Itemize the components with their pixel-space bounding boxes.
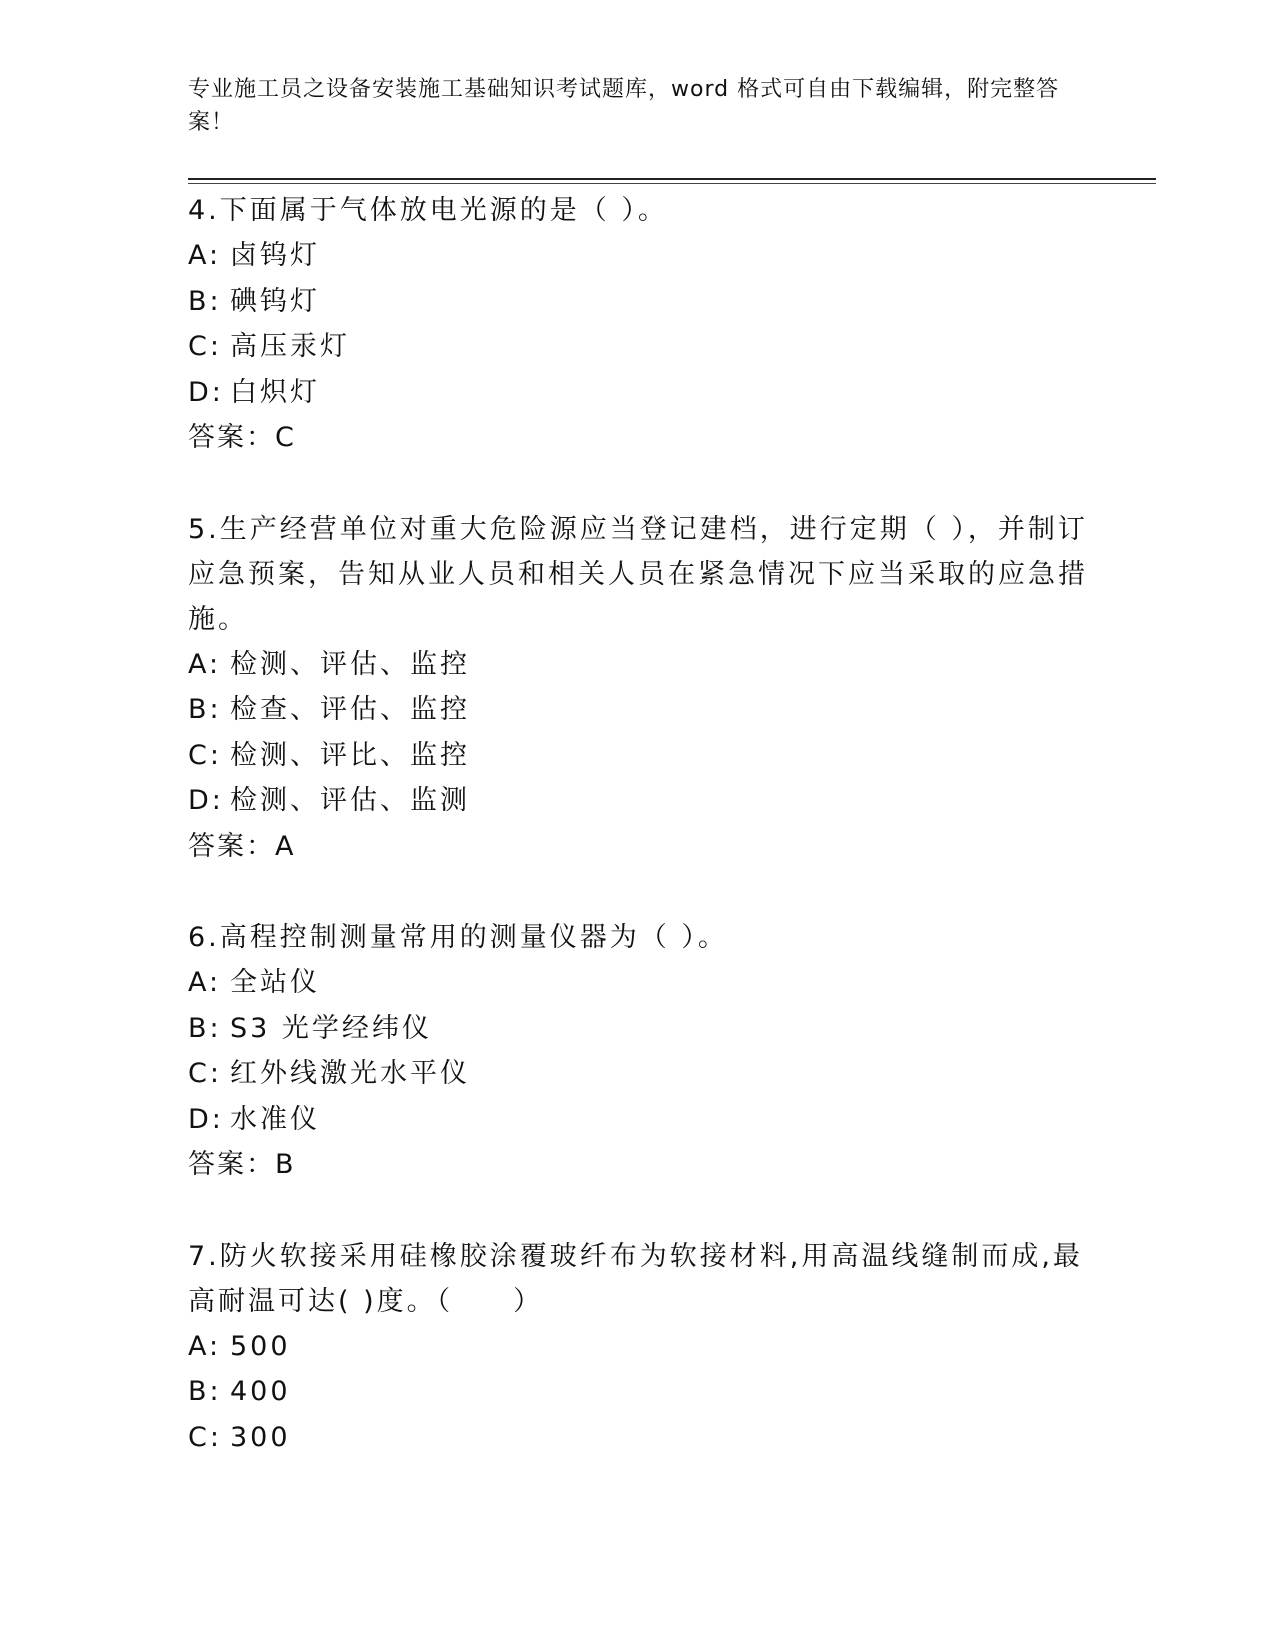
option-text: 300 [230,1421,291,1453]
option-key: B: [188,285,222,317]
option-key: C: [188,331,222,362]
question-stem: 6.高程控制测量常用的测量仪器为（ ）。 [188,922,728,953]
header-divider-thick [188,178,1156,180]
option-key: A: [188,967,222,998]
option-d [188,370,1088,416]
question-7 [188,1234,1088,1461]
option-key: A: [188,1330,222,1362]
option-key: C: [188,1421,222,1453]
question-stem: 7.防火软接采用硅橡胶涂覆玻纤布为软接材料,用高温线缝制而成,最高耐温可达( )度。（ ） [188,1240,1083,1317]
question-list [188,188,1088,1506]
question-5 [188,507,1088,870]
option-key: C: [188,739,222,771]
option-d [188,778,1088,824]
option-text: 红外线激光水平仪 [230,1058,470,1089]
option-key: B: [188,694,222,725]
option-b [188,1006,1088,1052]
option-c [188,1415,1088,1461]
option-a [188,960,1088,1006]
header-note: 专业施工员之设备安装施工基础知识考试题库，word 格式可自由下载编辑，附完整答案！ [188,77,1060,135]
option-c [188,1051,1088,1097]
answer-line: 答案：B [188,1149,296,1180]
question-6 [188,915,1088,1188]
option-text: 检测、评比、监控 [230,739,470,771]
option-text: 水准仪 [230,1103,320,1135]
option-key: A: [188,648,222,680]
option-c [188,324,1088,370]
option-text: 白炽灯 [230,376,320,408]
question-stem: 4.下面属于气体放电光源的是（ ）。 [188,195,668,226]
option-b [188,279,1088,325]
option-a [188,642,1088,688]
option-key: B: [188,1012,222,1044]
option-text: 卤钨灯 [230,240,320,271]
option-key: D: [188,1103,224,1135]
option-key: B: [188,1376,222,1407]
option-key: D: [188,376,224,408]
option-text: 全站仪 [230,967,320,998]
option-text: 检查、评估、监控 [230,694,470,725]
answer-line: 答案：A [188,830,296,862]
option-text: 检测、评估、监控 [230,648,470,680]
option-text: 高压汞灯 [230,331,350,362]
option-text: S3 光学经纬仪 [230,1012,432,1044]
option-b [188,1369,1088,1415]
question-4 [188,188,1088,461]
option-d [188,1097,1088,1143]
option-key: D: [188,785,224,816]
option-key: C: [188,1058,222,1089]
answer-line: 答案：C [188,422,296,453]
option-b [188,687,1088,733]
question-stem: 5.生产经营单位对重大危险源应当登记建档，进行定期（ ），并制订应急预案，告知从业人员和相关人员在紧急情况下应当采取的应急措施。 [188,513,1088,635]
option-c [188,733,1088,779]
option-a [188,1324,1088,1370]
header-divider-thin [188,183,1156,184]
option-a [188,233,1088,279]
option-text: 500 [230,1330,291,1362]
option-text: 碘钨灯 [230,285,320,317]
option-key: A: [188,240,222,271]
option-text: 检测、评估、监测 [230,785,470,816]
option-text: 400 [230,1376,291,1407]
